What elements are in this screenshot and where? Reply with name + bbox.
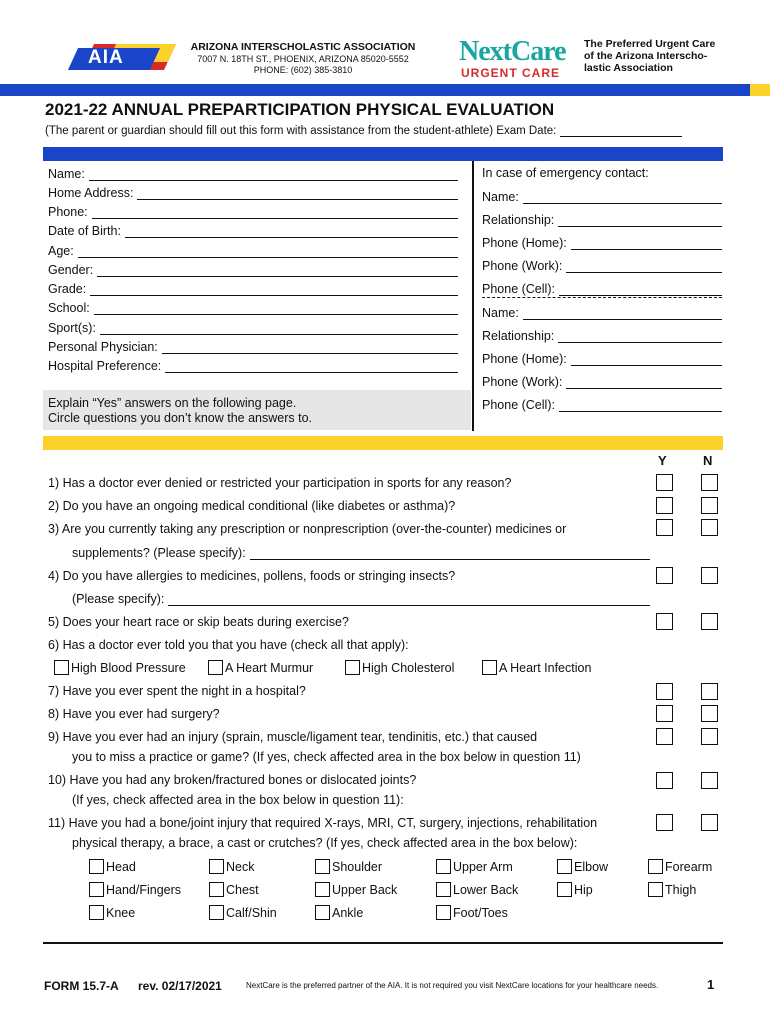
dob-field[interactable] — [125, 225, 458, 238]
checkbox[interactable] — [315, 905, 330, 920]
footer-revision: rev. 02/17/2021 — [138, 979, 222, 993]
org-name: ARIZONA INTERSCHOLASTIC ASSOCIATION — [190, 41, 416, 53]
q9-yes-checkbox[interactable] — [656, 728, 673, 745]
question-5: 5) Does your heart race or skip beats during exercise? — [48, 615, 349, 629]
school-label: School: — [48, 301, 90, 315]
question-10: 10) Have you had any broken/fractured bones or dislocated joints? — [48, 773, 417, 787]
body-part-chest[interactable] — [209, 882, 259, 897]
q6-option-heart-murmur[interactable] — [208, 660, 313, 675]
aia-logo — [64, 44, 176, 70]
emergency-2-phone-home-field[interactable] — [571, 353, 722, 366]
name-label: Name: — [48, 167, 85, 181]
checkbox[interactable] — [208, 660, 223, 675]
emergency-2-name-field[interactable] — [523, 307, 722, 320]
physician-label: Personal Physician: — [48, 340, 158, 354]
sports-label: Sport(s): — [48, 321, 96, 335]
q9-no-checkbox[interactable] — [701, 728, 718, 745]
q4-specify-field[interactable] — [168, 593, 650, 606]
question-1: 1) Has a doctor ever denied or restricted your participation in sports for any reason? — [48, 476, 512, 490]
body-part-label: Upper Back — [332, 882, 398, 897]
school-row — [48, 301, 458, 315]
q5-yes-checkbox[interactable] — [656, 613, 673, 630]
emergency-1-phone-work-label: Phone (Work): — [482, 259, 563, 273]
question-11: 11) Have you had a bone/joint injury that required X-rays, MRI, CT, surgery, injections, rehabilitation — [48, 816, 598, 830]
q3-yes-checkbox[interactable] — [656, 519, 673, 536]
physician-row — [48, 340, 458, 354]
gender-label: Gender: — [48, 263, 94, 277]
question-9-sub: you to miss a practice or game? (If yes, check affected area in the box below in question 11) — [72, 750, 581, 764]
body-part-label: Shoulder — [332, 859, 383, 874]
checkbox[interactable] — [648, 882, 663, 897]
checkbox[interactable] — [557, 882, 572, 897]
partner-tagline-line-2: of the Arizona Interscho- — [584, 50, 708, 62]
q2-no-checkbox[interactable] — [701, 497, 718, 514]
emergency-1-phone-cell-field[interactable] — [559, 283, 722, 296]
emergency-1-relationship-field[interactable] — [558, 214, 722, 227]
no-column-header: N — [703, 453, 713, 468]
form-instruction — [45, 124, 682, 137]
explain-text-2: Circle questions you don’t know the answers to. — [48, 411, 313, 425]
header-yellow-bar — [750, 84, 770, 96]
emergency-2-phone-home-label: Phone (Home): — [482, 352, 567, 366]
emergency-2-relationship-row — [482, 329, 722, 343]
home-address-label: Home Address: — [48, 186, 134, 200]
sports-row — [48, 321, 458, 335]
question-3-sub-row — [72, 546, 650, 560]
emergency-2-phone-cell-label: Phone (Cell): — [482, 398, 555, 412]
checkbox[interactable] — [648, 859, 663, 874]
checkbox[interactable] — [209, 882, 224, 897]
emergency-2-phone-cell-row — [482, 398, 722, 412]
nextcare-logo — [459, 36, 577, 80]
q6-option-label: High Blood Pressure — [71, 660, 186, 675]
body-part-elbow[interactable] — [557, 859, 608, 874]
org-address: 7007 N. 18TH ST., PHOENIX, ARIZONA 85020-5552 — [197, 54, 409, 64]
partner-tagline-line-1: The Preferred Urgent Care — [584, 38, 716, 50]
question-10-sub: (If yes, check affected area in the box below in question 11): — [72, 793, 404, 807]
body-part-label: Hand/Fingers — [106, 882, 182, 897]
checkbox[interactable] — [557, 859, 572, 874]
body-part-thigh[interactable] — [648, 882, 696, 897]
checkbox[interactable] — [89, 905, 104, 920]
gender-field[interactable] — [97, 264, 458, 277]
q4-yes-checkbox[interactable] — [656, 567, 673, 584]
grade-label: Grade: — [48, 282, 87, 296]
body-part-label: Chest — [226, 882, 259, 897]
emergency-2-relationship-field[interactable] — [558, 330, 722, 343]
q6-option-heart-infection[interactable] — [482, 660, 591, 675]
body-part-foot-toes[interactable] — [436, 905, 508, 920]
q11-yes-checkbox[interactable] — [656, 814, 673, 831]
body-part-label: Ankle — [332, 905, 364, 920]
checkbox[interactable] — [209, 905, 224, 920]
body-part-label: Hip — [574, 882, 593, 897]
body-part-label: Neck — [226, 859, 255, 874]
sports-field[interactable] — [100, 322, 458, 335]
body-part-label: Thigh — [665, 882, 697, 897]
body-part-label: Knee — [106, 905, 136, 920]
body-part-knee[interactable] — [89, 905, 135, 920]
q7-yes-checkbox[interactable] — [656, 683, 673, 700]
yes-column-header: Y — [658, 453, 667, 468]
body-part-label: Elbow — [574, 859, 609, 874]
body-part-forearm[interactable] — [648, 859, 712, 874]
grade-field[interactable] — [90, 283, 458, 296]
question-3-sub: supplements? (Please specify): — [72, 546, 246, 560]
home-address-field[interactable] — [137, 187, 458, 200]
body-part-calf-shin[interactable] — [209, 905, 277, 920]
body-part-hip[interactable] — [557, 882, 593, 897]
body-part-label: Lower Back — [453, 882, 519, 897]
age-row — [48, 244, 458, 258]
q5-no-checkbox[interactable] — [701, 613, 718, 630]
emergency-2-phone-work-row — [482, 375, 722, 389]
body-part-label: Calf/Shin — [226, 905, 277, 920]
q3-no-checkbox[interactable] — [701, 519, 718, 536]
physician-field[interactable] — [162, 341, 458, 354]
question-2: 2) Do you have an ongoing medical conditional (like diabetes or asthma)? — [48, 499, 456, 513]
question-4-sub-row — [72, 592, 650, 606]
question-6: 6) Has a doctor ever told you that you have (check all that apply): — [48, 638, 409, 652]
body-part-shoulder[interactable] — [315, 859, 382, 874]
body-part-head[interactable] — [89, 859, 136, 874]
emergency-2-phone-work-label: Phone (Work): — [482, 375, 563, 389]
nextcare-logo-top: NextCare — [459, 36, 566, 67]
question-8: 8) Have you ever had surgery? — [48, 707, 220, 721]
form-instruction-text: (The parent or guardian should fill out this form with assistance from the student-athlete) Exam Date: — [45, 125, 557, 137]
form-title: 2021-22 ANNUAL PREPARTICIPATION PHYSICAL EVALUATION — [45, 100, 555, 119]
checkbox[interactable] — [89, 882, 104, 897]
home-address-row — [48, 186, 458, 200]
emergency-1-phone-home-field[interactable] — [571, 237, 722, 250]
question-3: 3) Are you currently taking any prescription or nonprescription (over-the-counter) medicines or — [48, 522, 567, 536]
emergency-1-name-field[interactable] — [523, 191, 722, 204]
name-row — [48, 167, 458, 181]
body-part-label: Head — [106, 859, 136, 874]
aia-logo-text: AIA — [88, 47, 124, 68]
q4-no-checkbox[interactable] — [701, 567, 718, 584]
checkbox[interactable] — [436, 859, 451, 874]
partner-tagline-line-3: lastic Association — [584, 62, 673, 74]
partner-tagline — [584, 38, 715, 74]
nextcare-logo-bottom: URGENT CARE — [461, 66, 561, 80]
q6-option-label: A Heart Murmur — [225, 660, 314, 675]
emergency-2-name-label: Name: — [482, 306, 519, 320]
body-part-neck[interactable] — [209, 859, 254, 874]
emergency-1-phone-work-field[interactable] — [566, 260, 722, 273]
question-4: 4) Do you have allergies to medicines, pollens, foods or stringing insects? — [48, 569, 456, 583]
q8-yes-checkbox[interactable] — [656, 705, 673, 722]
checkbox[interactable] — [89, 859, 104, 874]
checkbox[interactable] — [436, 882, 451, 897]
age-label: Age: — [48, 244, 74, 258]
page-number: 1 — [707, 977, 715, 992]
dob-label: Date of Birth: — [48, 224, 121, 238]
emergency-1-phone-home-label: Phone (Home): — [482, 236, 567, 250]
q6-option-label: A Heart Infection — [499, 660, 592, 675]
q6-option-high-blood-pressure[interactable] — [54, 660, 186, 675]
emergency-1-phone-cell-row — [482, 282, 722, 296]
info-blue-bar — [43, 147, 723, 161]
q1-no-checkbox[interactable] — [701, 474, 718, 491]
hospital-field[interactable] — [165, 360, 458, 373]
checkbox[interactable] — [345, 660, 360, 675]
body-part-upper-arm[interactable] — [436, 859, 513, 874]
hospital-row — [48, 359, 458, 373]
q6-option-high-cholesterol[interactable] — [345, 660, 454, 675]
phone-row — [48, 205, 458, 219]
q2-yes-checkbox[interactable] — [656, 497, 673, 514]
checkbox[interactable] — [436, 905, 451, 920]
phone-field[interactable] — [92, 206, 458, 219]
footer-form-id: FORM 15.7-A — [44, 979, 119, 993]
emergency-2-phone-cell-field[interactable] — [559, 399, 722, 412]
questions-bottom-rule — [43, 942, 723, 944]
grade-row — [48, 282, 458, 296]
body-part-upper-back[interactable] — [315, 882, 397, 897]
q3-specify-field[interactable] — [250, 547, 650, 560]
dob-row — [48, 224, 458, 238]
emergency-1-phone-home-row — [482, 236, 722, 250]
emergency-divider — [482, 297, 722, 298]
emergency-1-relationship-label: Relationship: — [482, 213, 555, 227]
question-9: 9) Have you ever had an injury (sprain, muscle/ligament tear, tendinitis, etc.) that caused — [48, 730, 538, 744]
body-part-hand-fingers[interactable] — [89, 882, 181, 897]
emergency-2-phone-work-field[interactable] — [566, 376, 722, 389]
q10-no-checkbox[interactable] — [701, 772, 718, 789]
age-field[interactable] — [78, 245, 458, 258]
exam-date-field[interactable] — [560, 124, 682, 137]
questions-yellow-bar — [43, 436, 723, 450]
emergency-1-phone-cell-label: Phone (Cell): — [482, 282, 555, 296]
info-divider — [472, 161, 474, 431]
explain-text-1: Explain “Yes” answers on the following page. — [48, 396, 297, 410]
q7-no-checkbox[interactable] — [701, 683, 718, 700]
name-field[interactable] — [89, 168, 458, 181]
footer-note: NextCare is the preferred partner of the AIA. It is not required you visit NextCare locations for your healthcare needs. — [246, 981, 659, 990]
header-blue-bar — [0, 84, 770, 96]
emergency-1-relationship-row — [482, 213, 722, 227]
question-7: 7) Have you ever spent the night in a hospital? — [48, 684, 306, 698]
body-part-label: Forearm — [665, 859, 713, 874]
q1-yes-checkbox[interactable] — [656, 474, 673, 491]
q11-no-checkbox[interactable] — [701, 814, 718, 831]
q8-no-checkbox[interactable] — [701, 705, 718, 722]
emergency-1-phone-work-row — [482, 259, 722, 273]
checkbox[interactable] — [315, 882, 330, 897]
checkbox[interactable] — [209, 859, 224, 874]
question-11-sub: physical therapy, a brace, a cast or crutches? (If yes, check affected area in the box below): — [72, 836, 578, 850]
emergency-1-name-row — [482, 190, 722, 204]
emergency-title: In case of emergency contact: — [482, 166, 649, 180]
hospital-label: Hospital Preference: — [48, 359, 162, 373]
emergency-2-phone-home-row — [482, 352, 722, 366]
gender-row — [48, 263, 458, 277]
body-part-lower-back[interactable] — [436, 882, 518, 897]
body-part-label: Foot/Toes — [453, 905, 508, 920]
body-part-ankle[interactable] — [315, 905, 363, 920]
question-4-sub: (Please specify): — [72, 592, 165, 606]
body-part-label: Upper Arm — [453, 859, 513, 874]
emergency-2-relationship-label: Relationship: — [482, 329, 555, 343]
q10-yes-checkbox[interactable] — [656, 772, 673, 789]
emergency-1-name-label: Name: — [482, 190, 519, 204]
q6-option-label: High Cholesterol — [362, 660, 455, 675]
emergency-2-name-row — [482, 306, 722, 320]
checkbox[interactable] — [54, 660, 69, 675]
phone-label: Phone: — [48, 205, 88, 219]
checkbox[interactable] — [482, 660, 497, 675]
checkbox[interactable] — [315, 859, 330, 874]
org-phone: PHONE: (602) 385-3810 — [253, 65, 353, 75]
school-field[interactable] — [94, 302, 458, 315]
